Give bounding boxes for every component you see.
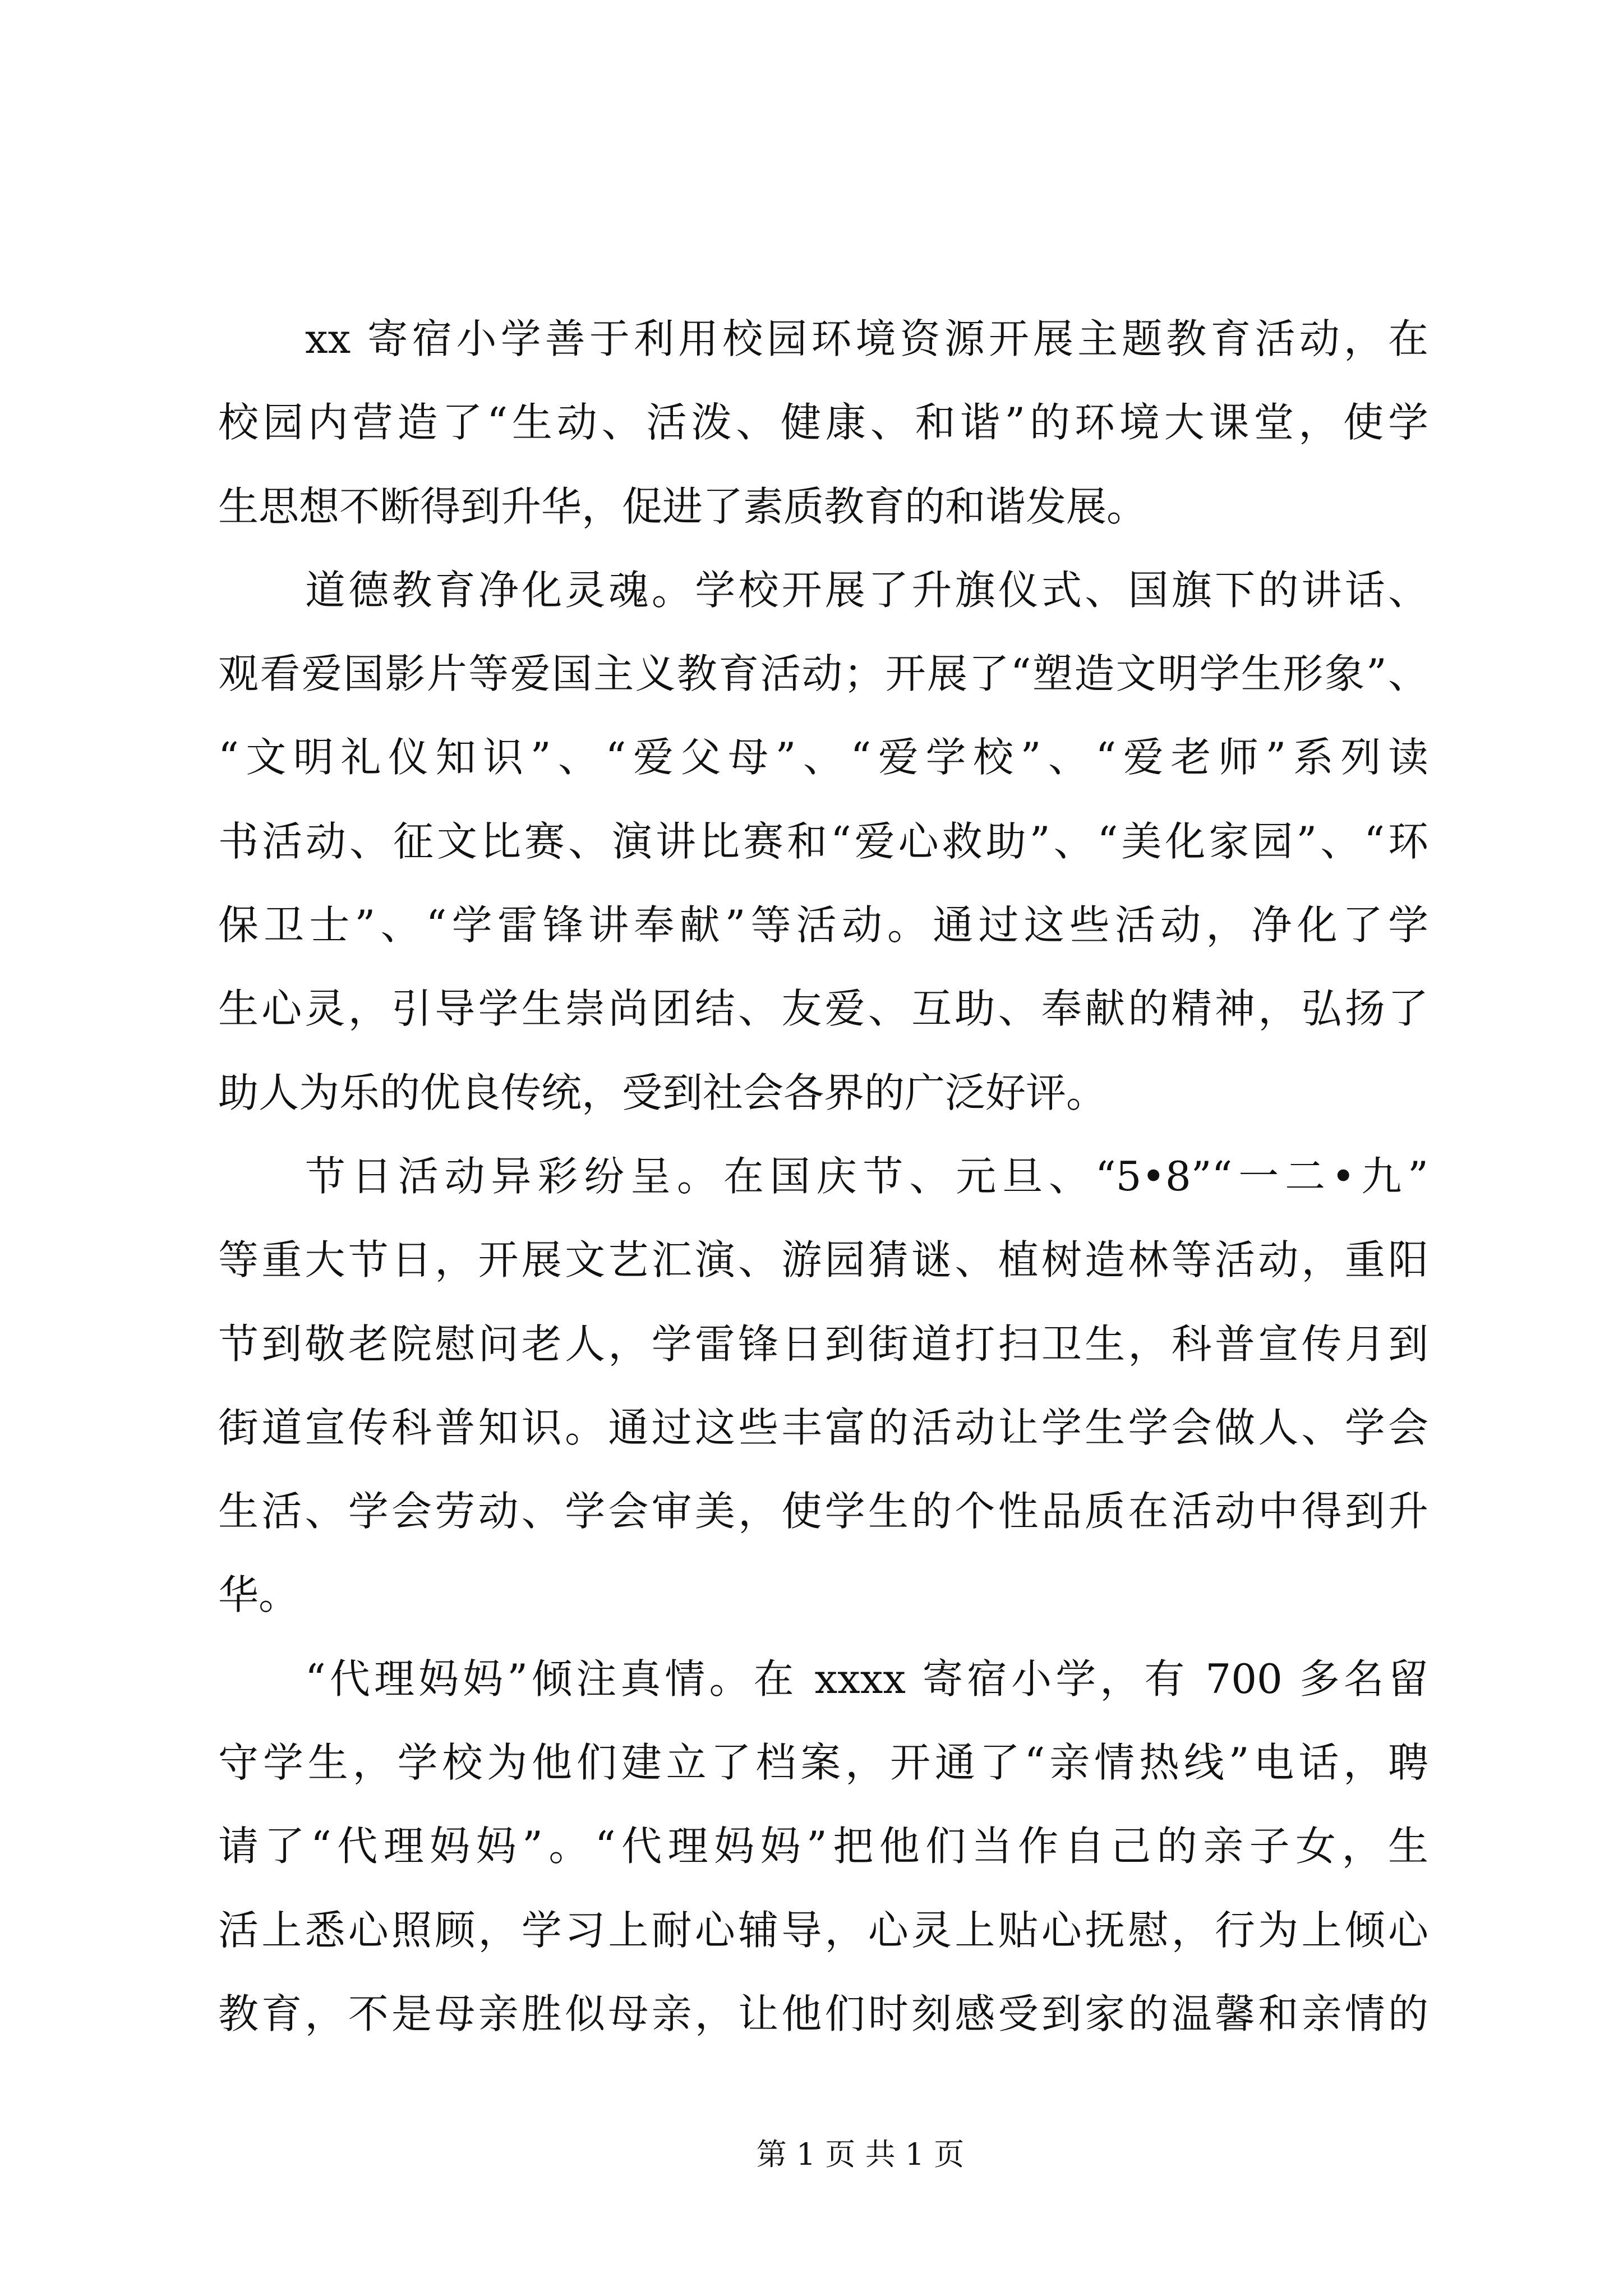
paragraph-school-intro: [218, 297, 1428, 549]
text-line: 保卫士”、“学雷锋讲奉献”等活动。通过这些活动，净化了学: [218, 901, 1428, 949]
text-line: 道德教育净化灵魂。学校开展了升旗仪式、国旗下的讲话、: [305, 566, 1428, 614]
text-line: 守学生，学校为他们建立了档案，开通了“亲情热线”电话，聘: [218, 1739, 1428, 1787]
text-line: 校园内营造了“生动、活泼、健康、和谐”的环境大课堂，使学: [218, 399, 1428, 447]
text-line: xx 寄宿小学善于利用校园环境资源开展主题教育活动，在: [305, 315, 1428, 362]
text-line: 节日活动异彩纷呈。在国庆节、元旦、“5•8”“一二•九”: [305, 1152, 1428, 1200]
text-line: 生活、学会劳动、学会审美，使学生的个性品质在活动中得到升: [218, 1488, 1428, 1535]
text-line: 教育，不是母亲胜似母亲，让他们时刻感受到家的温馨和亲情的: [218, 1990, 1428, 2037]
paragraph-proxy-mothers: [218, 1637, 1428, 2056]
text-line: 生思想不断得到升华，促进了素质教育的和谐发展。: [218, 482, 1147, 530]
text-line: 节到敬老院慰问老人，学雷锋日到街道打扫卫生，科普宣传月到: [218, 1320, 1428, 1368]
text-line: 书活动、征文比赛、演讲比赛和“爱心救助”、“美化家园”、“环: [218, 817, 1428, 865]
text-line: “代理妈妈”倾注真情。在 xxxx 寄宿小学，有 700 多名留: [305, 1655, 1428, 1703]
text-line: 等重大节日，开展文艺汇演、游园猜谜、植树造林等活动，重阳: [218, 1236, 1428, 1284]
text-line: 助人为乐的优良传统，受到社会各界的广泛好评。: [218, 1069, 1107, 1116]
text-line: “文明礼仪知识”、“爱父母”、“爱学校”、“爱老师”系列读: [218, 734, 1428, 781]
paragraph-holiday-activities: [218, 1135, 1428, 1637]
paragraph-moral-education: [218, 549, 1428, 1135]
text-line: 华。: [218, 1571, 299, 1619]
text-line: 活上悉心照顾，学习上耐心辅导，心灵上贴心抚慰，行为上倾心: [218, 1906, 1428, 1954]
text-line: 观看爱国影片等爱国主义教育活动；开展了“塑造文明学生形象”、: [218, 650, 1428, 698]
text-line: 街道宣传科普知识。通过这些丰富的活动让学生学会做人、学会: [218, 1404, 1428, 1451]
page-footer: 第 1 页 共 1 页: [756, 2137, 965, 2172]
document-body: [218, 297, 1428, 2056]
text-line: 生心灵，引导学生崇尚团结、友爱、互助、奉献的精神，弘扬了: [218, 985, 1428, 1033]
text-line: 请了“代理妈妈”。“代理妈妈”把他们当作自己的亲子女，生: [218, 1823, 1428, 1870]
